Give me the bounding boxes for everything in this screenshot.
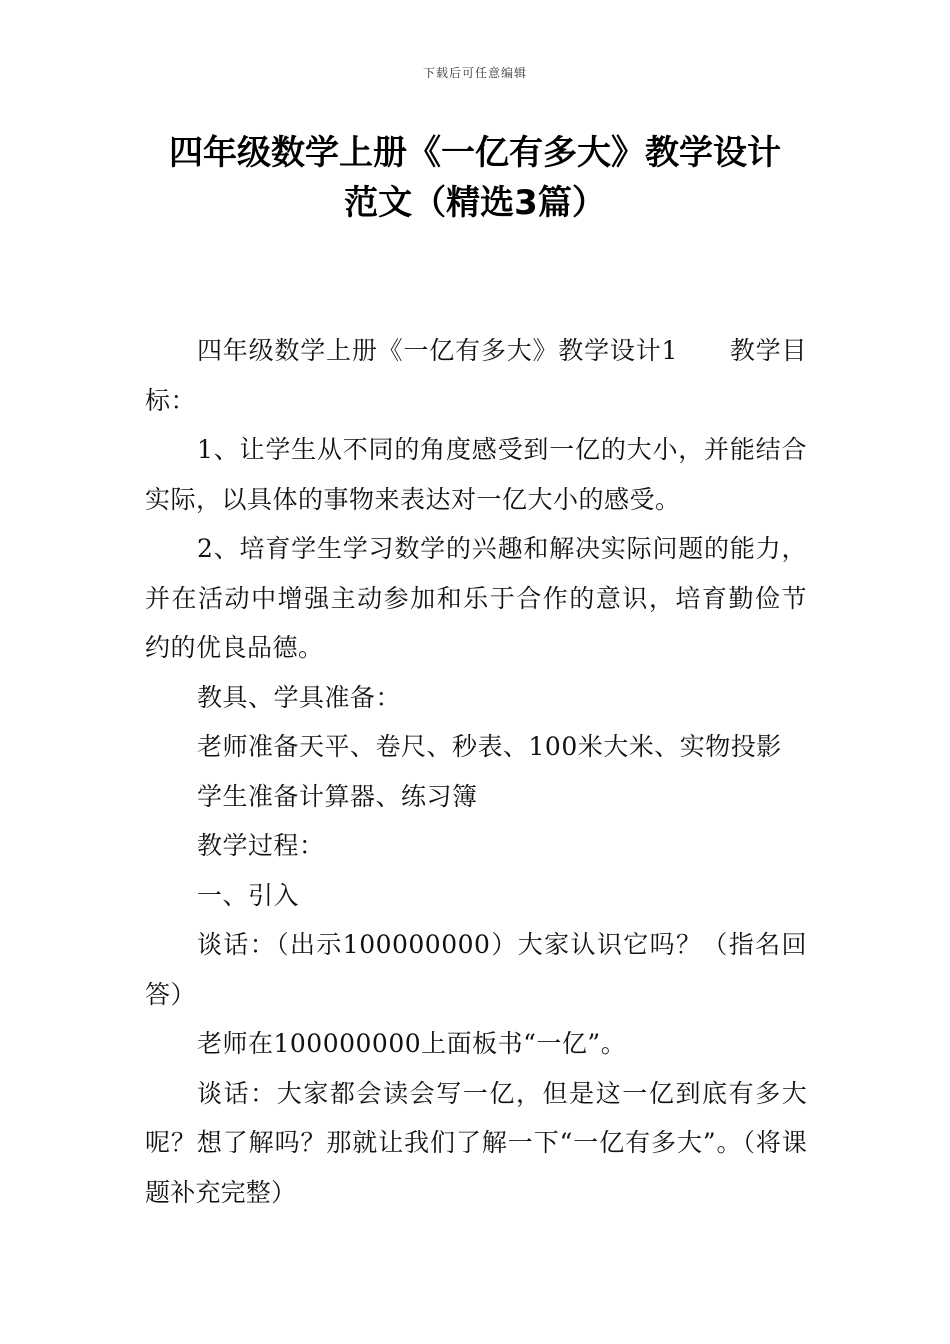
paragraph-goal-2: 2、培育学生学习数学的兴趣和解决实际问题的能力，并在活动中增强主动参加和乐于合作的意识，培育勤俭节约的优良品德。 (145, 534, 807, 662)
document-body (145, 326, 807, 1217)
paragraph-talk-1: 谈话：（出示100000000）大家认识它吗？（指名回答） (145, 930, 807, 1009)
paragraph-section-intro: 一、引入 (197, 880, 300, 910)
title-line-1: 四年级数学上册《一亿有多大》教学设计 (169, 133, 781, 173)
paragraph-teacher-materials: 老师准备天平、卷尺、秒表、100米大米、实物投影 (197, 732, 782, 761)
header-note: 下载后可任意编辑 (422, 66, 527, 80)
paragraph-talk-2: 谈话：大家都会读会写一亿，但是这一亿到底有多大呢？想了解吗？那就让我们了解一下“一亿有多大”。（将课题补充完整） (145, 1078, 807, 1207)
title-line-2: 范文（精选3篇） (344, 183, 606, 223)
paragraph-intro: 四年级数学上册《一亿有多大》教学设计1 教学目标： (145, 336, 807, 415)
paragraph-goal-1: 1、让学生从不同的角度感受到一亿的大小，并能结合实际，以具体的事物来表达对一亿大小的感受。 (145, 435, 807, 514)
paragraph-process-heading: 教学过程： (197, 831, 325, 860)
paragraph-materials-heading: 教具、学具准备： (197, 682, 402, 712)
paragraph-board-writing: 老师在100000000上面板书“一亿”。 (197, 1029, 627, 1058)
document-title (100, 128, 850, 228)
paragraph-student-materials: 学生准备计算器、练习簿 (197, 781, 478, 811)
